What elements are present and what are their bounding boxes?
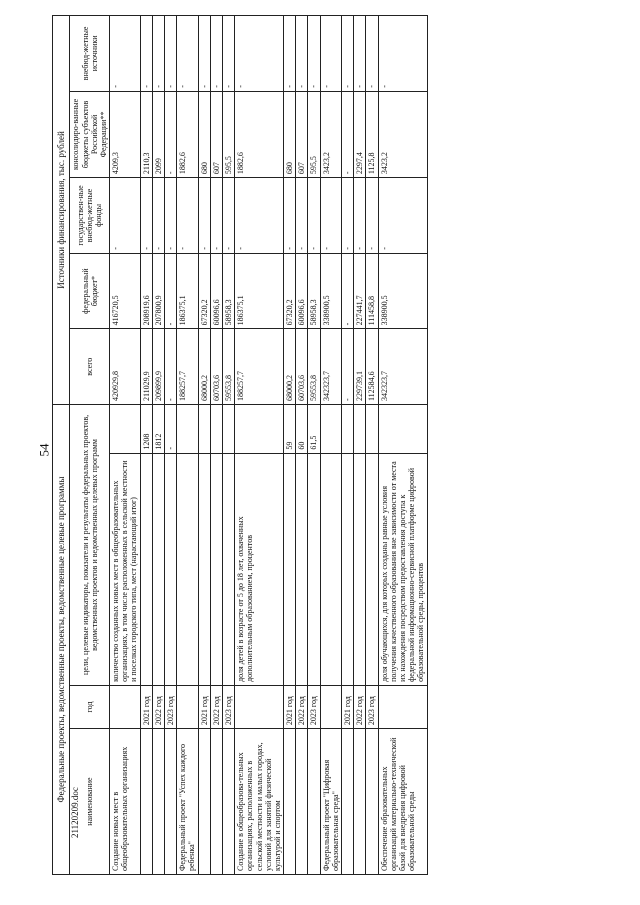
row-name — [354, 729, 366, 875]
col-header-offbudget-funds: государствен-ные внебюд-жетные фонды — [70, 178, 110, 254]
row-other: - — [308, 16, 320, 92]
row-regional: 1882,6 — [177, 91, 198, 177]
funding-table — [52, 15, 428, 875]
row-goal: доля детей в возрасте от 5 до 18 лет, охваченных дополнительным образованием, процентов — [235, 453, 284, 685]
row-offbudget-funds: - — [177, 178, 198, 254]
row-goal-value — [198, 405, 210, 454]
table-row — [354, 16, 366, 875]
row-goal — [354, 453, 366, 685]
row-goal-value — [222, 405, 234, 454]
row-goal — [366, 453, 378, 685]
table-row — [284, 16, 296, 875]
table-row — [366, 16, 378, 875]
row-offbudget-funds: - — [296, 178, 308, 254]
table-caption: Федеральные проекты, ведомственные проекты, ведомственные целевые программы — [53, 405, 70, 875]
table-row — [210, 16, 222, 875]
row-goal — [284, 453, 296, 685]
row-federal: 60096,6 — [296, 253, 308, 329]
row-other: - — [110, 16, 141, 92]
table-row — [222, 16, 234, 875]
row-federal: 338900,5 — [378, 253, 427, 329]
row-year: 2023 год — [165, 685, 177, 728]
row-other: - — [222, 16, 234, 92]
table-row — [165, 16, 177, 875]
col-header-total: всего — [70, 329, 110, 405]
row-offbudget-funds: - — [165, 178, 177, 254]
row-other: - — [320, 16, 341, 92]
row-other: - — [177, 16, 198, 92]
row-year: 2023 год — [366, 685, 378, 728]
document-code: 21120209.doc — [70, 787, 80, 838]
row-total: 188257,7 — [235, 329, 284, 405]
row-total: 209899,9 — [152, 329, 164, 405]
row-regional: 2297,4 — [354, 91, 366, 177]
row-regional: 4209,3 — [110, 91, 141, 177]
row-total: 342323,7 — [378, 329, 427, 405]
row-goal — [296, 453, 308, 685]
row-year: 2023 год — [308, 685, 320, 728]
table-row — [198, 16, 210, 875]
row-year — [320, 685, 341, 728]
row-name — [140, 729, 152, 875]
row-total: 188257,7 — [177, 329, 198, 405]
row-total: 211029,9 — [140, 329, 152, 405]
row-offbudget-funds: - — [235, 178, 284, 254]
row-year — [110, 685, 141, 728]
row-offbudget-funds: - — [354, 178, 366, 254]
row-federal: 111458,8 — [366, 253, 378, 329]
col-header-goals: цели, целевые индикаторы, показатели и результаты федеральных проектов, ведомственных проектов и ведомственных целевых программ — [70, 405, 110, 686]
row-other: - — [140, 16, 152, 92]
row-regional: - — [342, 91, 354, 177]
row-federal: 67320,2 — [284, 253, 296, 329]
row-other: - — [366, 16, 378, 92]
row-goal-value: 1208 — [140, 405, 152, 454]
table-row — [235, 16, 284, 875]
row-goal — [165, 453, 177, 685]
row-total: 59553,8 — [222, 329, 234, 405]
row-name: Обеспечение образовательных организаций материально-технической базой для внедрения цифровой образовательной среды — [378, 729, 427, 875]
row-offbudget-funds: - — [308, 178, 320, 254]
row-goal-value — [366, 405, 378, 454]
row-name — [152, 729, 164, 875]
row-year: 2021 год — [140, 685, 152, 728]
row-other: - — [198, 16, 210, 92]
row-offbudget-funds: - — [140, 178, 152, 254]
row-year — [378, 685, 427, 728]
row-year: 2022 год — [210, 685, 222, 728]
row-offbudget-funds: - — [210, 178, 222, 254]
col-header-federal: федеральный бюджет* — [70, 253, 110, 329]
row-federal: 58958,3 — [222, 253, 234, 329]
col-header-regional: консолидиро-ванные бюджеты субъектов Российской Федерации** — [70, 91, 110, 177]
row-year: 2021 год — [342, 685, 354, 728]
row-name: Федеральный проект "Цифровая образовательная среда" — [320, 729, 341, 875]
row-goal-value — [320, 405, 341, 454]
row-regional: - — [165, 91, 177, 177]
row-goal-value — [235, 405, 284, 454]
row-name — [198, 729, 210, 875]
table-row — [342, 16, 354, 875]
row-name — [284, 729, 296, 875]
table-row — [378, 16, 427, 875]
row-other: - — [152, 16, 164, 92]
row-year: 2023 год — [222, 685, 234, 728]
row-total: - — [342, 329, 354, 405]
row-goal-value: 60 — [296, 405, 308, 454]
row-year: 2021 год — [198, 685, 210, 728]
row-other: - — [235, 16, 284, 92]
row-goal-value — [378, 405, 427, 454]
row-name — [366, 729, 378, 875]
rotated-table-container — [52, 15, 612, 875]
row-other: - — [342, 16, 354, 92]
row-regional: 607 — [210, 91, 222, 177]
row-name — [342, 729, 354, 875]
row-offbudget-funds: - — [320, 178, 341, 254]
row-offbudget-funds: - — [152, 178, 164, 254]
row-total: 60703,6 — [296, 329, 308, 405]
row-federal: 208919,6 — [140, 253, 152, 329]
row-goal-value: 61,5 — [308, 405, 320, 454]
row-regional: 2099 — [152, 91, 164, 177]
table-row — [152, 16, 164, 875]
row-goal-value — [354, 405, 366, 454]
row-federal: - — [165, 253, 177, 329]
table-row — [110, 16, 141, 875]
row-offbudget-funds: - — [110, 178, 141, 254]
row-goal — [342, 453, 354, 685]
row-regional: 607 — [296, 91, 308, 177]
row-year — [177, 685, 198, 728]
row-regional: 680 — [284, 91, 296, 177]
row-federal: 186375,1 — [177, 253, 198, 329]
row-total: 229739,1 — [354, 329, 366, 405]
row-regional: 3423,2 — [320, 91, 341, 177]
row-goal — [152, 453, 164, 685]
row-goal — [210, 453, 222, 685]
col-header-other: внебюд-жетные источники — [70, 16, 110, 92]
table-row — [296, 16, 308, 875]
table-row — [177, 16, 198, 875]
row-name: Создание в общеобразова-тельных организациях, расположенных в сельской местности и малых городах, условий для занятий физической культурой и спортом — [235, 729, 284, 875]
row-offbudget-funds: - — [284, 178, 296, 254]
row-goal-value: 59 — [284, 405, 296, 454]
row-goal-value — [177, 405, 198, 454]
row-other: - — [296, 16, 308, 92]
row-offbudget-funds: - — [366, 178, 378, 254]
row-federal: 207800,9 — [152, 253, 164, 329]
funding-caption: Источники финансирования, тыс. рублей — [53, 16, 70, 405]
row-goal — [198, 453, 210, 685]
table-row — [308, 16, 320, 875]
row-year: 2022 год — [296, 685, 308, 728]
row-federal: 227441,7 — [354, 253, 366, 329]
row-federal: 58958,3 — [308, 253, 320, 329]
row-total: 60703,6 — [210, 329, 222, 405]
row-year: 2022 год — [354, 685, 366, 728]
page-number: 54 — [36, 443, 52, 457]
row-total: 68000,2 — [284, 329, 296, 405]
row-name — [165, 729, 177, 875]
row-name — [222, 729, 234, 875]
row-regional: 2110,3 — [140, 91, 152, 177]
row-name: Создание новых мест в общеобразовательных организациях — [110, 729, 141, 875]
row-year — [235, 685, 284, 728]
row-offbudget-funds: - — [222, 178, 234, 254]
row-total: 112584,6 — [366, 329, 378, 405]
row-year: 2022 год — [152, 685, 164, 728]
row-total: 342323,7 — [320, 329, 341, 405]
row-goal-value — [210, 405, 222, 454]
row-regional: 1125,8 — [366, 91, 378, 177]
row-goal-value — [342, 405, 354, 454]
row-regional: 595,5 — [222, 91, 234, 177]
row-other: - — [284, 16, 296, 92]
row-other: - — [165, 16, 177, 92]
row-goal-value: 1812 — [152, 405, 164, 454]
row-goal — [308, 453, 320, 685]
row-goal: количество созданных новых мест в общеобразовательных организациях, в том числе расположенных в сельской местности и поселках городского типа, мест (нарастающий итог) — [110, 453, 141, 685]
row-goal — [177, 453, 198, 685]
row-regional: 3423,2 — [378, 91, 427, 177]
row-goal — [140, 453, 152, 685]
row-name — [296, 729, 308, 875]
row-name — [210, 729, 222, 875]
row-other: - — [378, 16, 427, 92]
row-federal: 60096,6 — [210, 253, 222, 329]
row-regional: 680 — [198, 91, 210, 177]
row-offbudget-funds: - — [198, 178, 210, 254]
row-goal-value: - — [165, 405, 177, 454]
row-federal: 67320,2 — [198, 253, 210, 329]
row-regional: 595,5 — [308, 91, 320, 177]
row-goal: доля обучающихся, для которых созданы равные условия получения качественного образования вне зависимости от места их нахождения посредством предоставления доступа к федеральной информационно-сервисной платформе цифровой образовательной среды, процентов — [378, 453, 427, 685]
row-total: 59553,8 — [308, 329, 320, 405]
table-row — [140, 16, 152, 875]
row-federal: 416720,5 — [110, 253, 141, 329]
row-other: - — [210, 16, 222, 92]
row-total: 420929,8 — [110, 329, 141, 405]
col-header-year: год — [70, 685, 110, 728]
row-name: Федеральный проект "Успех каждого ребенка" — [177, 729, 198, 875]
row-total: 68000,2 — [198, 329, 210, 405]
row-name — [308, 729, 320, 875]
table-row — [320, 16, 341, 875]
row-federal: - — [342, 253, 354, 329]
row-year: 2021 год — [284, 685, 296, 728]
row-federal: 186375,1 — [235, 253, 284, 329]
row-goal — [320, 453, 341, 685]
col-header-name: наименование — [70, 729, 110, 875]
row-offbudget-funds: - — [378, 178, 427, 254]
row-total: - — [165, 329, 177, 405]
row-offbudget-funds: - — [342, 178, 354, 254]
row-regional: 1882,6 — [235, 91, 284, 177]
row-federal: 338900,5 — [320, 253, 341, 329]
row-other: - — [354, 16, 366, 92]
row-goal — [222, 453, 234, 685]
row-goal-value — [110, 405, 141, 454]
